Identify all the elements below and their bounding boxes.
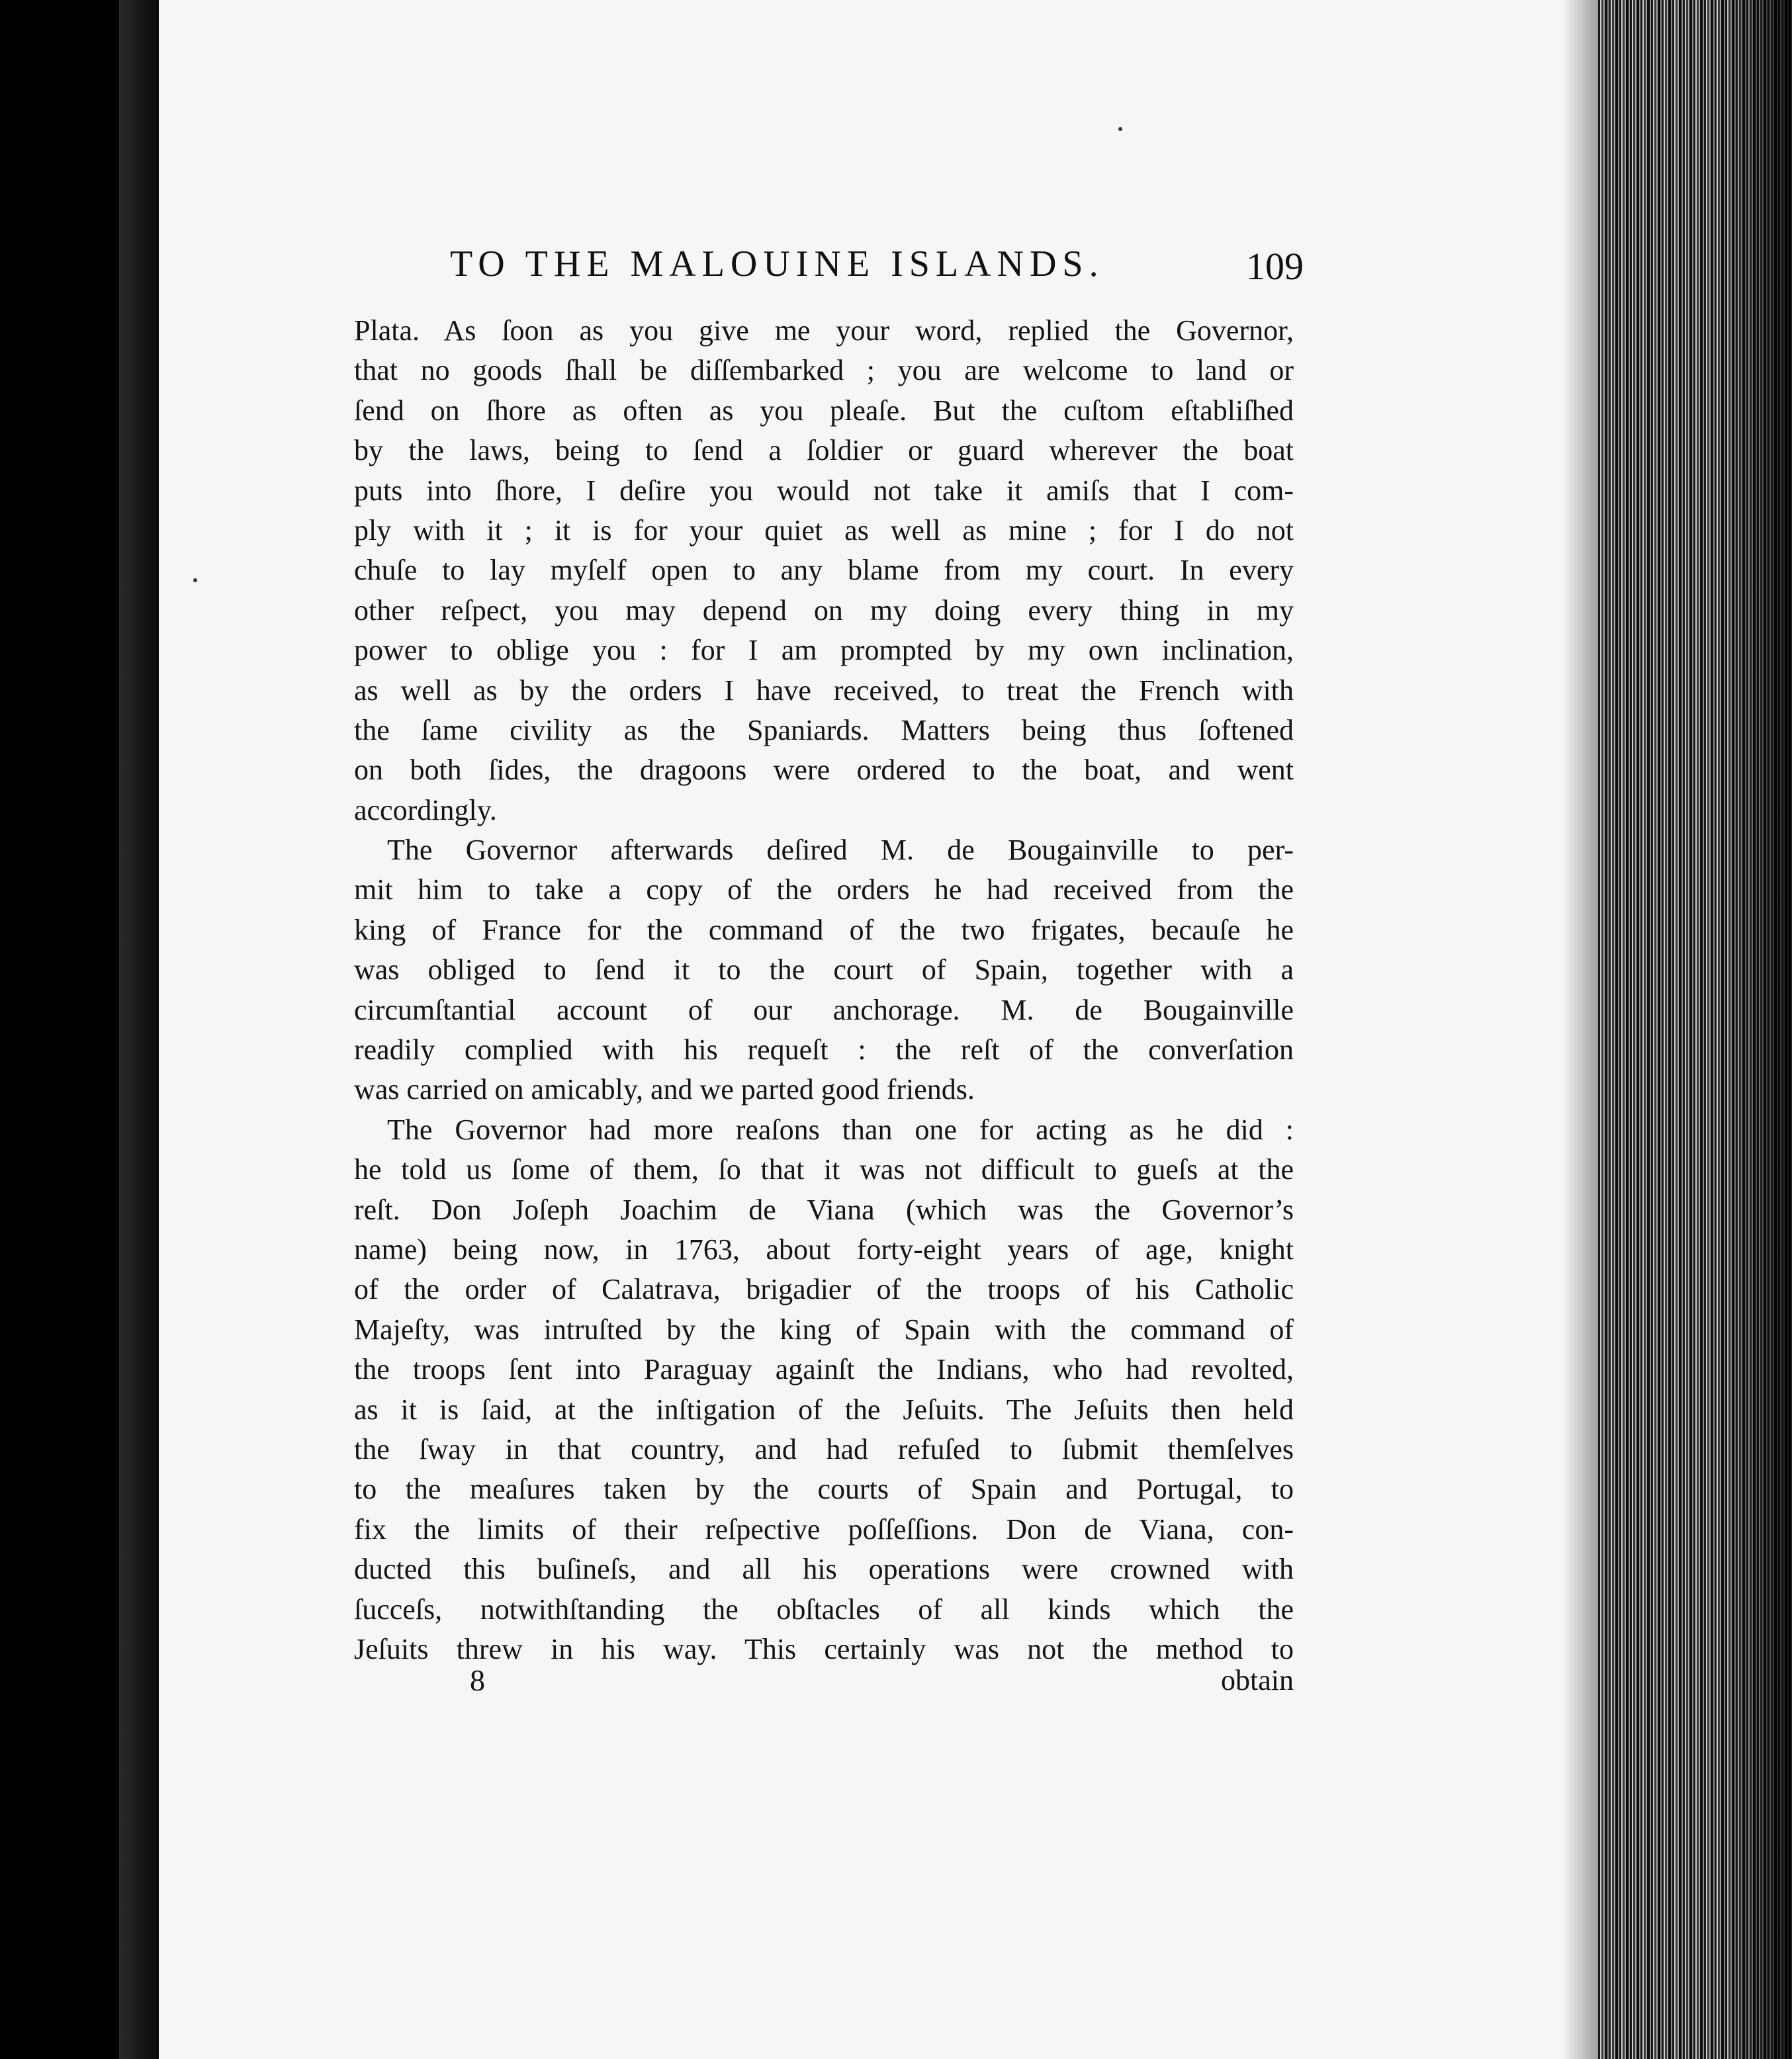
text-line: he told us ſome of them, ſo that it was not difficult to gueſs at the	[354, 1153, 1294, 1186]
text-line: readily complied with his requeſt : the reſt of the converſation	[354, 1033, 1294, 1067]
text-line: reſt. Don Joſeph Joachim de Viana (which was the Governor’s	[354, 1193, 1294, 1226]
text-line: ſucceſs, notwithſtanding the obſtacles of all kinds which the	[354, 1593, 1294, 1626]
running-head-title: TO THE MALOUINE ISLANDS.	[450, 243, 1104, 285]
text-line: by the laws, being to ſend a ſoldier or guard wherever the boat	[354, 434, 1294, 467]
text-line: circumſtantial account of our anchorage. M. de Bougainville	[354, 993, 1294, 1026]
text-line: on both ſides, the dragoons were ordered to the boat, and went	[354, 754, 1294, 787]
text-line: the troops ſent into Paraguay againſt the Indians, who had revolted,	[354, 1353, 1294, 1386]
text-line: king of France for the command of the two frigates, becauſe he	[354, 913, 1294, 946]
book-gutter	[119, 0, 159, 2059]
paragraph-1	[354, 311, 1294, 830]
text-line: puts into ſhore, I deſire you would not take it amiſs that I com-	[354, 474, 1294, 507]
text-line: as it is ſaid, at the inſtigation of the Jeſuits. The Jeſuits then held	[354, 1393, 1294, 1426]
paragraph-2	[354, 830, 1294, 1110]
text-line: mit him to take a copy of the orders he had received from the	[354, 873, 1294, 906]
text-line: was obliged to ſend it to the court of Spain, together with a	[354, 953, 1294, 986]
fore-edge-shadow	[1721, 0, 1792, 2059]
left-margin-dark	[0, 0, 119, 2059]
text-line: the ſame civility as the Spaniards. Matters being thus ſoftened	[354, 713, 1294, 746]
text-line: The Governor afterwards deſired M. de Bougainville to per-	[387, 834, 1294, 867]
text-line: chuſe to lay myſelf open to any blame from my court. In every	[354, 554, 1294, 587]
ink-speck	[1118, 127, 1122, 131]
text-line: name) being now, in 1763, about forty-eight years of age, knight	[354, 1233, 1294, 1266]
text-line: power to oblige you : for I am prompted by my own inclination,	[354, 634, 1294, 667]
text-line: other reſpect, you may depend on my doing every thing in my	[354, 593, 1294, 627]
text-line: Plata. As ſoon as you give me your word, replied the Governor,	[354, 314, 1294, 347]
paragraph-3	[354, 1110, 1294, 1669]
ink-speck	[193, 578, 197, 582]
text-line: accordingly.	[354, 793, 497, 826]
text-line: of the order of Calatrava, brigadier of the troops of his Catholic	[354, 1273, 1294, 1306]
text-line: as well as by the orders I have received, to treat the French with	[354, 674, 1294, 707]
page-number: 109	[1246, 245, 1304, 288]
text-line: that no goods ſhall be diſſembarked ; you are welcome to land or	[354, 354, 1294, 387]
text-line: ſend on ſhore as often as you pleaſe. But the cuſtom eſtabliſhed	[354, 394, 1294, 427]
text-line: ducted this buſineſs, and all his operations were crowned with	[354, 1553, 1294, 1586]
text-line: The Governor had more reaſons than one for acting as he did :	[387, 1113, 1294, 1146]
text-line: Majeſty, was intruſted by the king of Spain with the command of	[354, 1313, 1294, 1346]
text-line: Jeſuits threw in his way. This certainly was not the method to	[354, 1632, 1294, 1665]
catchword: obtain	[1221, 1664, 1294, 1696]
text-line: ply with it ; it is for your quiet as well as mine ; for I do not	[354, 513, 1294, 547]
page-footer	[354, 1661, 1294, 1707]
text-line: the ſway in that country, and had refuſed to ſubmit themſelves	[354, 1432, 1294, 1466]
running-head	[450, 241, 1304, 287]
signature-mark: 8	[470, 1663, 485, 1697]
text-line: was carried on amicably, and we parted good friends.	[354, 1073, 975, 1106]
page-shadow	[1562, 0, 1598, 2059]
text-line: to the meaſures taken by the courts of Spain and Portugal, to	[354, 1473, 1294, 1506]
body-text	[354, 311, 1294, 1669]
text-line: fix the limits of their reſpective poſſeſſions. Don de Viana, con-	[354, 1512, 1294, 1546]
